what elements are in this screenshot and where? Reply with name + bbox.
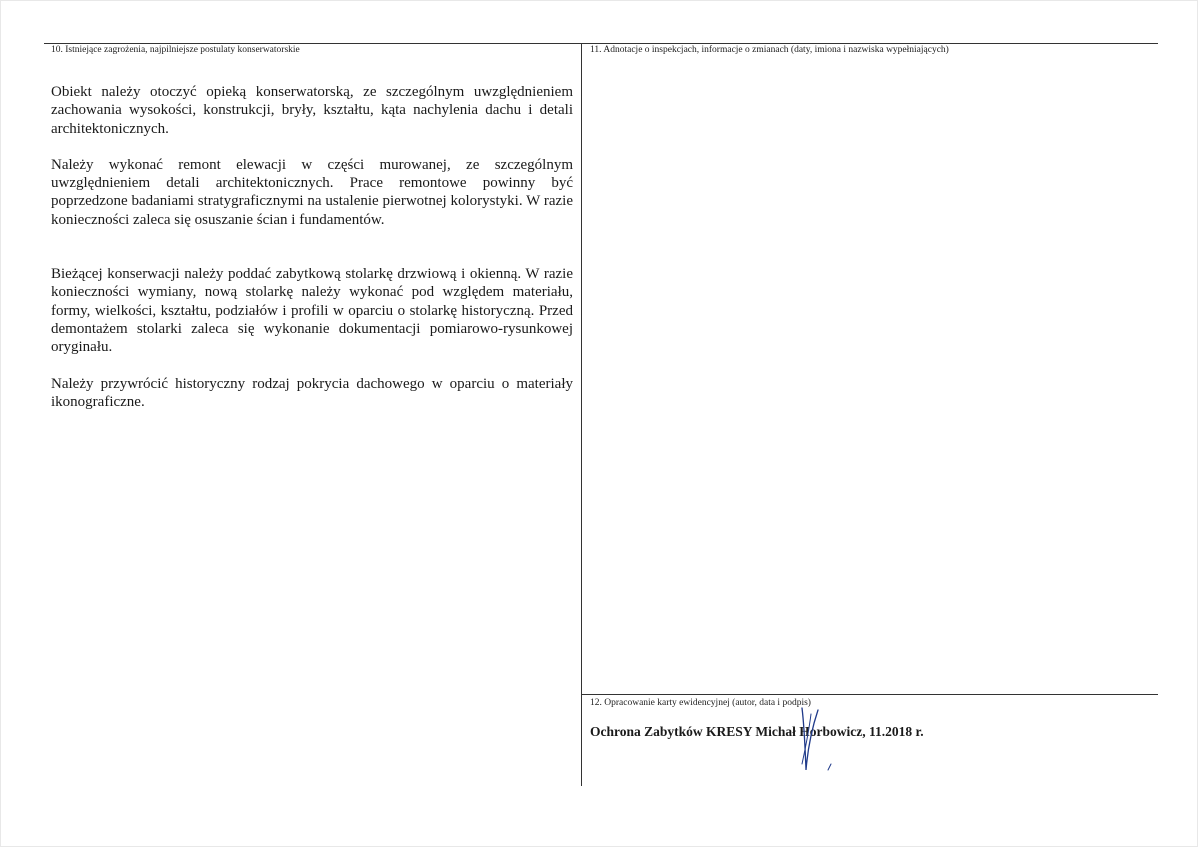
section-12-label: 12. Opracowanie karty ewidencyjnej (autor, data i podpis): [590, 698, 811, 708]
handwritten-signature: [792, 704, 852, 784]
section-11-label: 11. Adnotacje o inspekcjach, informacje o zmianach (daty, imiona i nazwiska wypełniających): [590, 45, 949, 55]
paragraph-2: Należy wykonać remont elewacji w części murowanej, ze szczególnym uwzględnieniem detali architektonicznych. Prace remontowe powinny być poprzedzone badaniami stratygraficznymi na ustalenie pierwotnej kolorystyki. W razie konieczności zaleca się osuszanie ścian i fundamentów.: [51, 156, 573, 228]
section-10-label: 10. Istniejące zagrożenia, najpilniejsze postulaty konserwatorskie: [51, 45, 300, 55]
section-10-content: [51, 83, 573, 411]
paragraph-3: Bieżącej konserwacji należy poddać zabytkową stolarkę drzwiową i okienną. W razie konieczności wymiany, nową stolarkę należy wykonać pod względem materiału, formy, wielkości, kształtu, podziałów i profili w oparciu o stolarkę historyczną. Przed demontażem stolarki zaleca się wykonanie dokumentacji pomiarowo-rysunkowej oryginału.: [51, 266, 573, 356]
author-line: Ochrona Zabytków KRESY Michał Horbowicz, 11.2018 r.: [590, 724, 924, 739]
paragraph-1: Obiekt należy otoczyć opieką konserwatorską, ze szczególnym uwzględnieniem zachowania wysokości, konstrukcji, bryły, kształtu, kąta nachylenia dachu i detali architektonicznych.: [51, 84, 573, 137]
column-divider: [581, 43, 582, 786]
paragraph-4: Należy przywrócić historyczny rodzaj pokrycia dachowego w oparciu o materiały ikonograficzne.: [51, 375, 573, 410]
top-rule: [44, 43, 1158, 44]
section-12-rule: [581, 694, 1158, 695]
